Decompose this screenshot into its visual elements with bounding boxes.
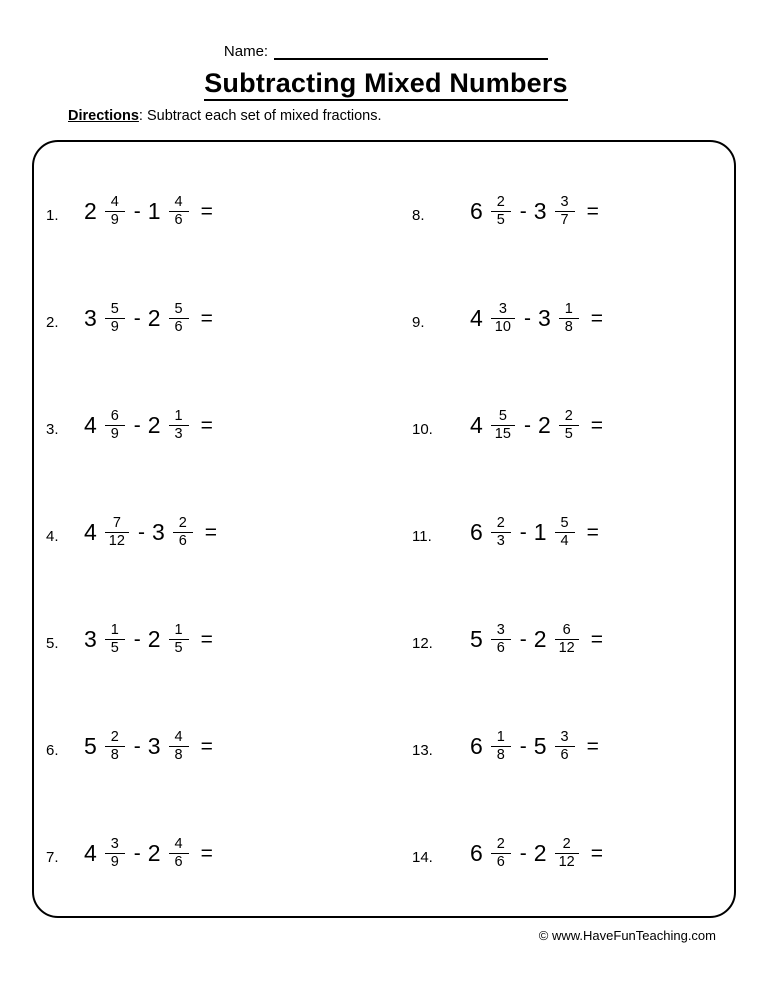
second-fraction	[559, 409, 579, 442]
second-fraction	[169, 302, 189, 335]
problem-number: 14.	[412, 849, 433, 866]
second-numerator: 5	[174, 300, 183, 317]
second-denominator: 6	[178, 533, 187, 549]
first-whole: 3	[84, 626, 97, 652]
problem-expression	[84, 623, 213, 656]
equals-sign: =	[590, 842, 603, 865]
problem-number: 10.	[412, 421, 433, 438]
first-fraction	[105, 195, 125, 228]
second-fraction	[169, 409, 189, 442]
problem-expression	[84, 730, 213, 763]
problem-item[interactable]	[46, 265, 384, 372]
problem-expression	[470, 837, 603, 870]
problem-expression	[84, 409, 213, 442]
problem-item[interactable]	[412, 372, 736, 479]
second-fraction	[555, 623, 579, 656]
first-whole: 5	[84, 733, 97, 759]
equals-sign: =	[204, 521, 217, 544]
second-denominator: 12	[558, 854, 575, 870]
equals-sign: =	[590, 628, 603, 651]
problem-expression	[84, 302, 213, 335]
second-whole: 1	[147, 198, 161, 224]
first-numerator: 3	[496, 621, 505, 638]
first-whole: 5	[470, 626, 483, 652]
second-fraction	[169, 837, 189, 870]
first-whole: 6	[470, 519, 483, 545]
first-fraction	[105, 837, 125, 870]
directions	[68, 108, 382, 124]
first-fraction	[491, 409, 515, 442]
problems-columns	[32, 152, 736, 912]
first-denominator: 9	[110, 426, 119, 442]
second-whole: 3	[151, 519, 165, 545]
minus-operator: -	[133, 307, 141, 330]
first-denominator: 10	[494, 319, 511, 335]
problem-number: 2.	[46, 314, 59, 331]
problem-number: 9.	[412, 314, 425, 331]
first-fraction	[491, 730, 511, 763]
minus-operator: -	[519, 521, 527, 544]
second-numerator: 5	[560, 514, 569, 531]
first-denominator: 8	[110, 747, 119, 763]
first-fraction	[105, 302, 125, 335]
minus-operator: -	[519, 628, 527, 651]
problem-number: 4.	[46, 528, 59, 545]
problem-number: 7.	[46, 849, 59, 866]
problem-item[interactable]	[46, 800, 384, 907]
problem-number: 11.	[412, 528, 432, 545]
second-fraction	[555, 195, 575, 228]
minus-operator: -	[523, 414, 531, 437]
second-numerator: 4	[174, 728, 183, 745]
second-whole: 3	[533, 198, 547, 224]
problem-expression	[470, 730, 599, 763]
second-numerator: 3	[560, 193, 569, 210]
first-denominator: 8	[496, 747, 505, 763]
equals-sign: =	[590, 414, 603, 437]
first-fraction	[491, 623, 511, 656]
first-fraction	[105, 623, 125, 656]
first-fraction	[491, 516, 511, 549]
problem-item[interactable]	[46, 586, 384, 693]
second-numerator: 1	[564, 300, 573, 317]
problem-expression	[84, 516, 217, 549]
second-denominator: 4	[560, 533, 569, 549]
first-numerator: 1	[496, 728, 505, 745]
second-whole: 5	[533, 733, 547, 759]
problem-number: 5.	[46, 635, 59, 652]
problem-number: 6.	[46, 742, 59, 759]
minus-operator: -	[137, 521, 145, 544]
first-denominator: 12	[108, 533, 125, 549]
equals-sign: =	[200, 307, 213, 330]
minus-operator: -	[133, 842, 141, 865]
second-denominator: 6	[174, 212, 183, 228]
second-whole: 3	[147, 733, 161, 759]
first-whole: 6	[470, 198, 483, 224]
second-denominator: 6	[174, 319, 183, 335]
first-whole: 4	[470, 412, 483, 438]
problem-item[interactable]	[412, 479, 736, 586]
second-denominator: 12	[558, 640, 575, 656]
second-numerator: 2	[562, 835, 571, 852]
second-whole: 2	[147, 626, 161, 652]
minus-operator: -	[133, 200, 141, 223]
second-fraction	[555, 730, 575, 763]
first-denominator: 6	[496, 640, 505, 656]
problem-number: 8.	[412, 207, 425, 224]
problem-expression	[470, 195, 599, 228]
minus-operator: -	[519, 200, 527, 223]
first-numerator: 3	[110, 835, 119, 852]
minus-operator: -	[523, 307, 531, 330]
first-numerator: 1	[110, 621, 119, 638]
equals-sign: =	[586, 735, 599, 758]
first-whole: 2	[84, 198, 97, 224]
minus-operator: -	[133, 628, 141, 651]
second-denominator: 7	[560, 212, 569, 228]
first-whole: 4	[84, 840, 97, 866]
first-numerator: 2	[110, 728, 119, 745]
first-denominator: 6	[496, 854, 505, 870]
second-fraction	[559, 302, 579, 335]
first-numerator: 7	[112, 514, 121, 531]
first-numerator: 5	[110, 300, 119, 317]
problem-expression	[84, 837, 213, 870]
first-numerator: 5	[498, 407, 507, 424]
first-whole: 6	[470, 840, 483, 866]
first-denominator: 9	[110, 212, 119, 228]
problems-column-right	[384, 152, 736, 912]
minus-operator: -	[133, 414, 141, 437]
second-whole: 2	[533, 840, 547, 866]
first-numerator: 3	[498, 300, 507, 317]
first-numerator: 4	[110, 193, 119, 210]
directions-text: : Subtract each set of mixed fractions.	[138, 108, 382, 124]
page-title	[0, 68, 772, 99]
second-numerator: 4	[174, 193, 183, 210]
second-fraction	[169, 623, 189, 656]
problem-item[interactable]	[412, 152, 736, 265]
name-row	[0, 42, 772, 60]
problem-item[interactable]	[412, 693, 736, 800]
first-denominator: 9	[110, 854, 119, 870]
second-fraction	[173, 516, 193, 549]
second-whole: 2	[533, 626, 547, 652]
second-whole: 2	[147, 840, 161, 866]
problem-item[interactable]	[46, 152, 384, 265]
second-fraction	[169, 195, 189, 228]
minus-operator: -	[519, 735, 527, 758]
problem-number: 13.	[412, 742, 433, 759]
equals-sign: =	[590, 307, 603, 330]
first-fraction	[491, 302, 515, 335]
problem-item[interactable]	[412, 586, 736, 693]
problem-item[interactable]	[412, 265, 736, 372]
second-numerator: 3	[560, 728, 569, 745]
first-denominator: 9	[110, 319, 119, 335]
second-numerator: 1	[174, 407, 183, 424]
problems-column-left	[32, 152, 384, 912]
second-whole: 3	[537, 305, 551, 331]
equals-sign: =	[200, 842, 213, 865]
problem-expression	[84, 195, 213, 228]
first-fraction	[491, 195, 511, 228]
problem-expression	[470, 516, 599, 549]
problem-item[interactable]	[46, 479, 384, 586]
minus-operator: -	[133, 735, 141, 758]
footer-credit: © www.HaveFunTeaching.com	[538, 928, 716, 943]
second-whole: 1	[533, 519, 547, 545]
second-whole: 2	[147, 412, 161, 438]
first-numerator: 6	[110, 407, 119, 424]
first-whole: 3	[84, 305, 97, 331]
second-numerator: 6	[562, 621, 571, 638]
minus-operator: -	[519, 842, 527, 865]
second-denominator: 5	[564, 426, 573, 442]
first-numerator: 2	[496, 514, 505, 531]
problem-number: 12.	[412, 635, 433, 652]
name-blank-line[interactable]	[274, 42, 548, 60]
second-denominator: 8	[174, 747, 183, 763]
first-denominator: 15	[494, 426, 511, 442]
page-title-text: Subtracting Mixed Numbers	[204, 68, 568, 101]
first-fraction	[491, 837, 511, 870]
second-numerator: 2	[564, 407, 573, 424]
first-denominator: 5	[110, 640, 119, 656]
second-denominator: 8	[564, 319, 573, 335]
second-numerator: 4	[174, 835, 183, 852]
first-numerator: 2	[496, 835, 505, 852]
problem-expression	[470, 302, 603, 335]
problem-item[interactable]	[46, 372, 384, 479]
second-fraction	[169, 730, 189, 763]
second-numerator: 2	[178, 514, 187, 531]
second-fraction	[555, 516, 575, 549]
problem-number: 1.	[46, 207, 59, 224]
first-denominator: 5	[496, 212, 505, 228]
first-whole: 4	[470, 305, 483, 331]
problem-item[interactable]	[46, 693, 384, 800]
first-fraction	[105, 730, 125, 763]
first-fraction	[105, 516, 129, 549]
first-whole: 6	[470, 733, 483, 759]
equals-sign: =	[200, 200, 213, 223]
first-fraction	[105, 409, 125, 442]
problem-number: 3.	[46, 421, 59, 438]
second-whole: 2	[537, 412, 551, 438]
second-whole: 2	[147, 305, 161, 331]
second-numerator: 1	[174, 621, 183, 638]
first-whole: 4	[84, 519, 97, 545]
second-denominator: 6	[560, 747, 569, 763]
equals-sign: =	[586, 200, 599, 223]
second-denominator: 5	[174, 640, 183, 656]
first-whole: 4	[84, 412, 97, 438]
second-fraction	[555, 837, 579, 870]
equals-sign: =	[200, 628, 213, 651]
name-label: Name:	[223, 43, 269, 60]
first-numerator: 2	[496, 193, 505, 210]
problem-expression	[470, 409, 603, 442]
second-denominator: 6	[174, 854, 183, 870]
equals-sign: =	[200, 414, 213, 437]
directions-label: Directions	[68, 108, 139, 124]
problem-item[interactable]	[412, 800, 736, 907]
equals-sign: =	[200, 735, 213, 758]
equals-sign: =	[586, 521, 599, 544]
problem-expression	[470, 623, 603, 656]
second-denominator: 3	[174, 426, 183, 442]
first-denominator: 3	[496, 533, 505, 549]
